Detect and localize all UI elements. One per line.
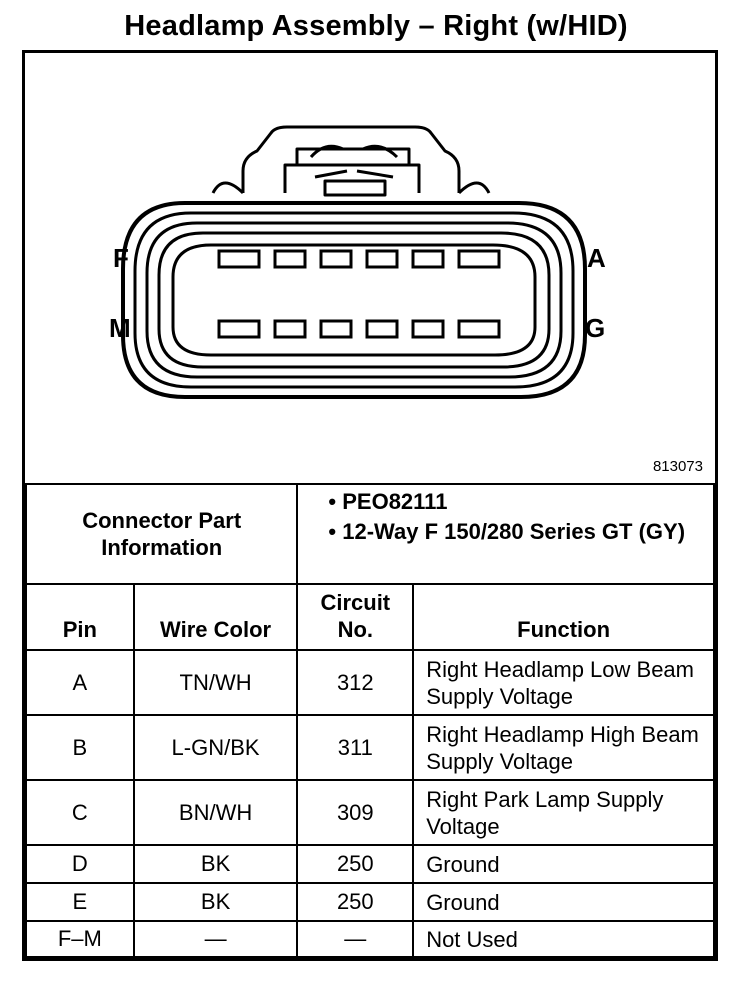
cavity-g (459, 321, 499, 337)
cell-wire-color: BK (134, 845, 298, 883)
connector-info-label: Connector Part Information (26, 484, 297, 584)
table-row (26, 715, 714, 780)
figure-number: 813073 (652, 458, 703, 475)
header-function: Function (413, 584, 714, 650)
cell-wire-color: BK (134, 883, 298, 921)
cavity-e (275, 251, 305, 267)
connector-info-row (26, 484, 714, 584)
table-row (26, 921, 714, 957)
table-row (26, 883, 714, 921)
cell-wire-color: TN/WH (134, 650, 298, 715)
table-row (26, 845, 714, 883)
pin-label-g: G (585, 313, 606, 343)
header-wire-color: Wire Color (134, 584, 298, 650)
cavity-k (321, 321, 351, 337)
cell-function: Right Headlamp High Beam Supply Voltage (413, 715, 714, 780)
header-pin: Pin (26, 584, 134, 650)
cavity-d (321, 251, 351, 267)
cell-circuit: 309 (297, 780, 413, 845)
cell-circuit: — (297, 921, 413, 957)
pin-label-m: M (109, 313, 131, 343)
cell-pin: D (26, 845, 134, 883)
cavity-b (413, 251, 443, 267)
connector-info-item: • 12-Way F 150/280 Series GT (GY) (328, 519, 686, 544)
cavity-j (367, 321, 397, 337)
connector-diagram (25, 53, 715, 483)
cell-pin: C (26, 780, 134, 845)
cell-circuit: 312 (297, 650, 413, 715)
header-circuit: Circuit No. (297, 584, 413, 650)
connector-latch (243, 127, 459, 193)
table-header-row (26, 584, 714, 650)
cell-wire-color: BN/WH (134, 780, 298, 845)
cell-function: Right Park Lamp Supply Voltage (413, 780, 714, 845)
cell-pin: F–M (26, 921, 134, 957)
cell-function: Not Used (413, 921, 714, 957)
connector-sheet (22, 50, 718, 961)
table-row (26, 650, 714, 715)
cell-wire-color: — (134, 921, 298, 957)
cell-wire-color: L-GN/BK (134, 715, 298, 780)
table-row (26, 780, 714, 845)
cavity-h (413, 321, 443, 337)
cavity-a (459, 251, 499, 267)
page-title: Headlamp Assembly – Right (w/HID) (124, 10, 628, 42)
connector-info-values (297, 484, 714, 584)
cell-pin: E (26, 883, 134, 921)
cell-function: Ground (413, 845, 714, 883)
pin-label-a: A (587, 243, 606, 273)
connector-info-item: • PEO82111 (328, 489, 448, 514)
cavity-f (219, 251, 259, 267)
cavity-c (367, 251, 397, 267)
cell-circuit: 311 (297, 715, 413, 780)
cell-pin: A (26, 650, 134, 715)
cell-circuit: 250 (297, 883, 413, 921)
cavity-m (219, 321, 259, 337)
cell-function: Right Headlamp Low Beam Supply Voltage (413, 650, 714, 715)
pinout-table (25, 483, 715, 958)
cell-pin: B (26, 715, 134, 780)
cell-function: Ground (413, 883, 714, 921)
cavity-l (275, 321, 305, 337)
pin-label-f: F (113, 243, 129, 273)
cell-circuit: 250 (297, 845, 413, 883)
